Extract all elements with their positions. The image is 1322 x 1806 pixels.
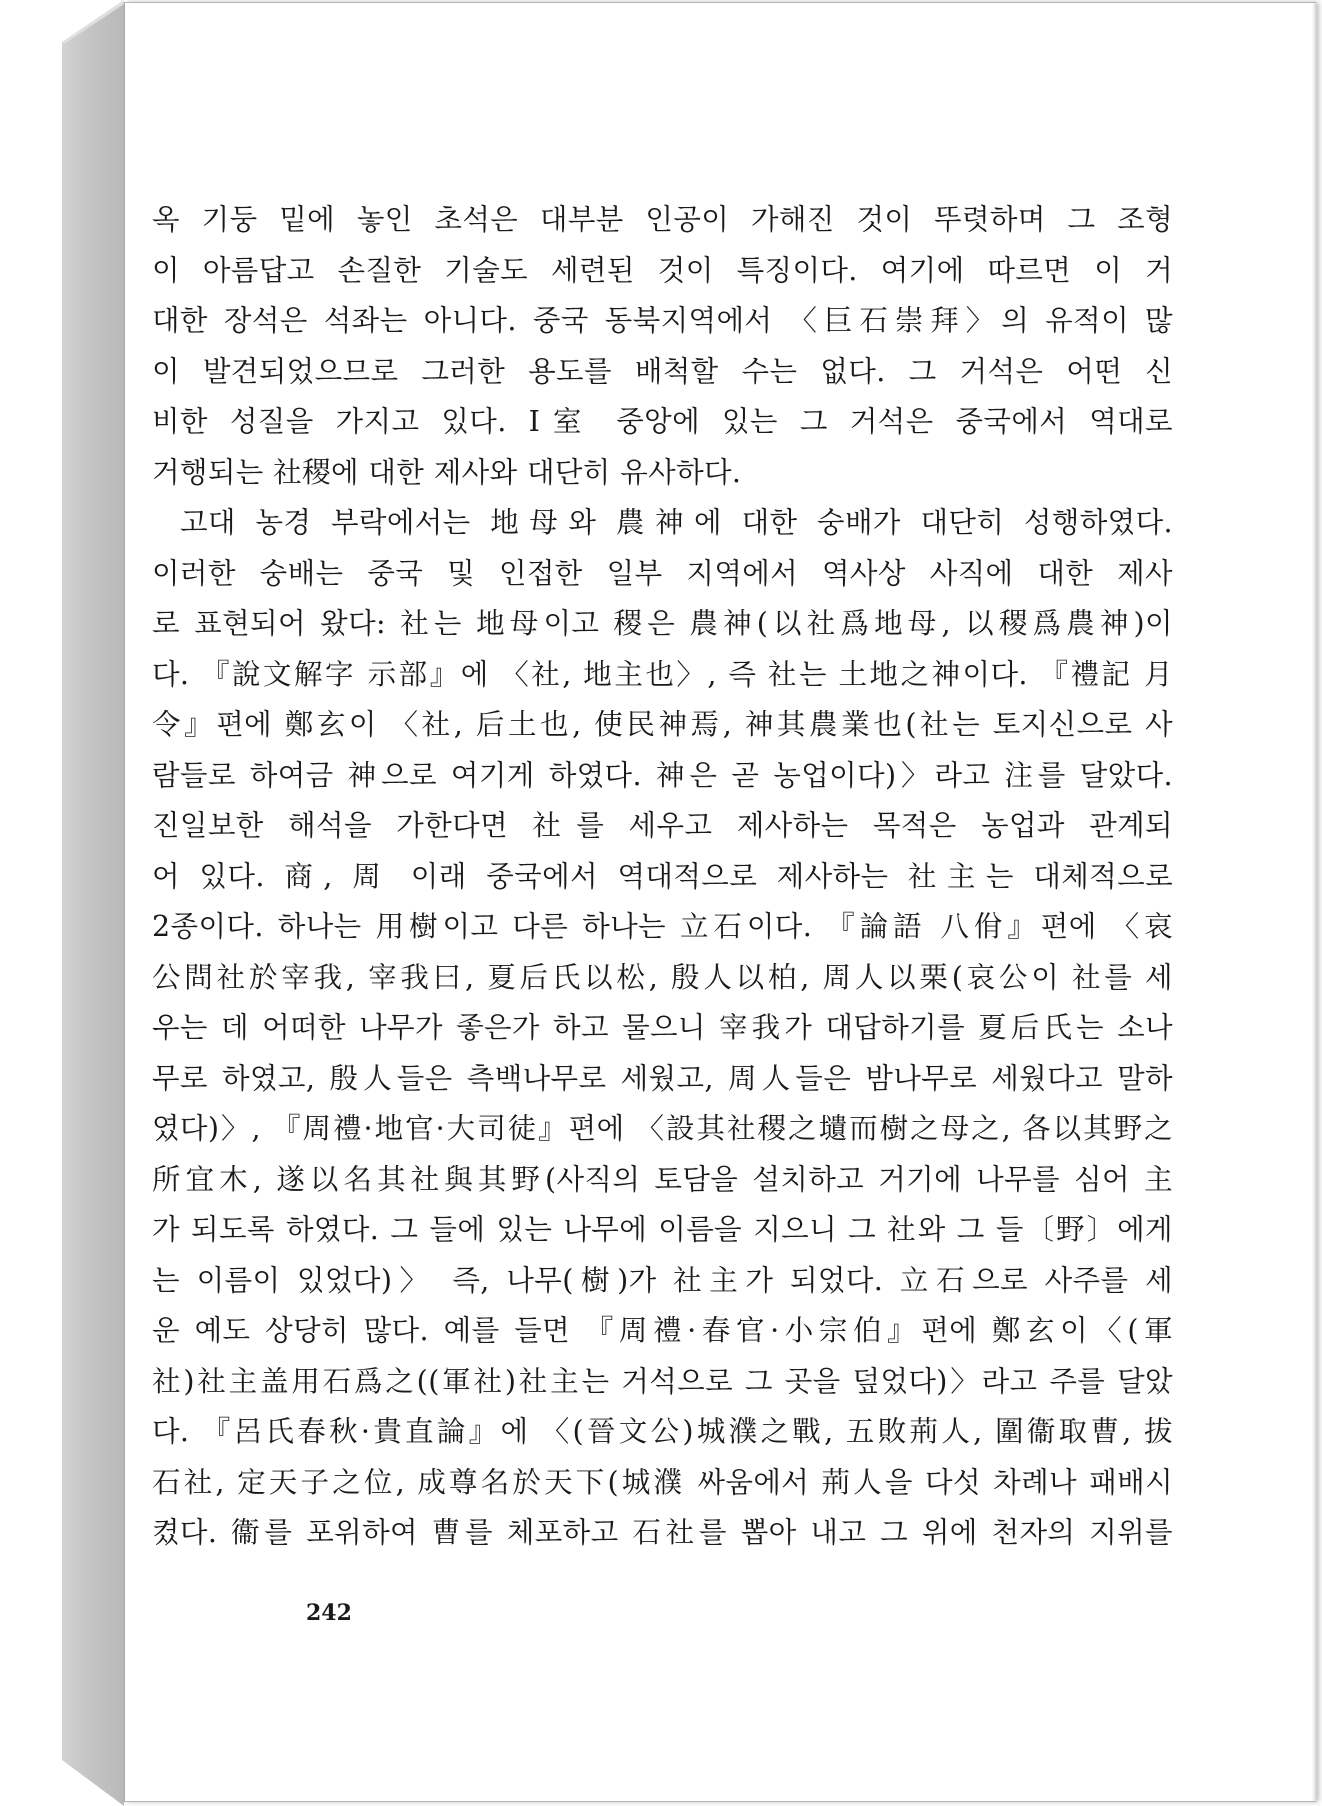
book-spine bbox=[62, 0, 124, 1806]
text-line: 가 되도록 하였다. 그 들에 있는 나무에 이름을 지으니 그 社와 그 들〔野〕에게 bbox=[152, 1213, 1173, 1246]
text-line: 石社, 定天子之位, 成尊名於天下(城濮 싸움에서 荊人을 다섯 차례나 패배시 bbox=[152, 1465, 1173, 1499]
text-line: 람들로 하여금 神으로 여기게 하였다. 神은 곧 농업이다)〉라고 注를 달았다. bbox=[152, 758, 1173, 792]
text-line: 비한 성질을 가지고 있다. I室 중앙에 있는 그 거석은 중국에서 역대로 bbox=[152, 405, 1173, 438]
text-line: 다. 『呂氏春秋·貴直論』에 〈(晉文公)城濮之戰, 五敗荊人, 圍衞取曹, 拔 bbox=[152, 1415, 1173, 1448]
text-line: 이 발견되었으므로 그러한 용도를 배척할 수는 없다. 그 거석은 어떤 신 bbox=[152, 354, 1173, 388]
text-line: 公問社於宰我, 宰我曰, 夏后氏以松, 殷人以柏, 周人以栗(哀公이 社를 세 bbox=[152, 960, 1173, 994]
text-line: 所宜木, 遂以名其社與其野(사직의 토담을 설치하고 거기에 나무를 심어 主 bbox=[152, 1162, 1173, 1196]
text-line: 다. 『說文解字 示部』에 〈社, 地主也〉, 즉 社는 土地之神이다. 『禮記 月 bbox=[152, 657, 1173, 691]
text-line: 운 예도 상당히 많다. 예를 들면 『周禮·春官·小宗伯』편에 鄭玄이〈(軍 bbox=[152, 1314, 1173, 1347]
text-line: 대한 장석은 석좌는 아니다. 중국 동북지역에서 〈巨石崇拜〉의 유적이 많 bbox=[152, 304, 1173, 337]
text-line: 로 표현되어 왔다: 社는 地母이고 稷은 農神(以社爲地母, 以稷爲農神)이 bbox=[152, 607, 1173, 640]
text-line: 무로 하였고, 殷人들은 측백나무로 세웠고, 周人들은 밤나무로 세웠다고 말하 bbox=[152, 1061, 1173, 1095]
text-line: 이러한 숭배는 중국 및 인접한 일부 지역에서 역사상 사직에 대한 제사 bbox=[152, 556, 1173, 590]
text-line: 어 있다. 商, 周 이래 중국에서 역대적으로 제사하는 社主는 대체적으로 bbox=[152, 859, 1173, 893]
page-number: 242 bbox=[306, 1600, 352, 1626]
text-line: 이 아름답고 손질한 기술도 세련된 것이 특징이다. 여기에 따르면 이 거 bbox=[152, 253, 1173, 287]
text-line: 우는 데 어떠한 나무가 좋은가 하고 물으니 宰我가 대답하기를 夏后氏는 소나 bbox=[152, 1011, 1173, 1044]
text-line: 옥 기둥 밑에 놓인 초석은 대부분 인공이 가해진 것이 뚜렷하며 그 조형 bbox=[152, 203, 1173, 236]
body-text bbox=[152, 195, 1173, 1559]
page-edge bbox=[1312, 3, 1316, 1801]
text-line: 社)社主盖用石爲之((軍社)社主는 거석으로 그 곳을 덮었다)〉라고 주를 달았 bbox=[152, 1364, 1173, 1398]
text-line: 였다)〉, 『周禮·地官·大司徒』편에 〈設其社稷之壝而樹之母之, 各以其野之 bbox=[152, 1112, 1173, 1145]
text-line: 거행되는 社稷에 대한 제사와 대단히 유사하다. bbox=[152, 455, 742, 489]
text-line: 는 이름이 있었다)〉 즉, 나무(樹)가 社主가 되었다. 立石으로 사주를 세 bbox=[152, 1263, 1173, 1297]
text-line: 2종이다. 하나는 用樹이고 다른 하나는 立石이다. 『論語 八佾』편에 〈哀 bbox=[152, 910, 1173, 943]
text-line: 켰다. 衞를 포위하여 曹를 체포하고 石社를 뽑아 내고 그 위에 천자의 지위를 bbox=[152, 1516, 1173, 1549]
text-line: 진일보한 해석을 가한다면 社를 세우고 제사하는 목적은 농업과 관계되 bbox=[152, 809, 1173, 842]
text-line: 고대 농경 부락에서는 地母와 農神에 대한 숭배가 대단히 성행하였다. bbox=[180, 506, 1173, 539]
text-line: 令』편에 鄭玄이 〈社, 后土也, 使民神焉, 神其農業也(社는 토지신으로 사 bbox=[152, 708, 1173, 741]
